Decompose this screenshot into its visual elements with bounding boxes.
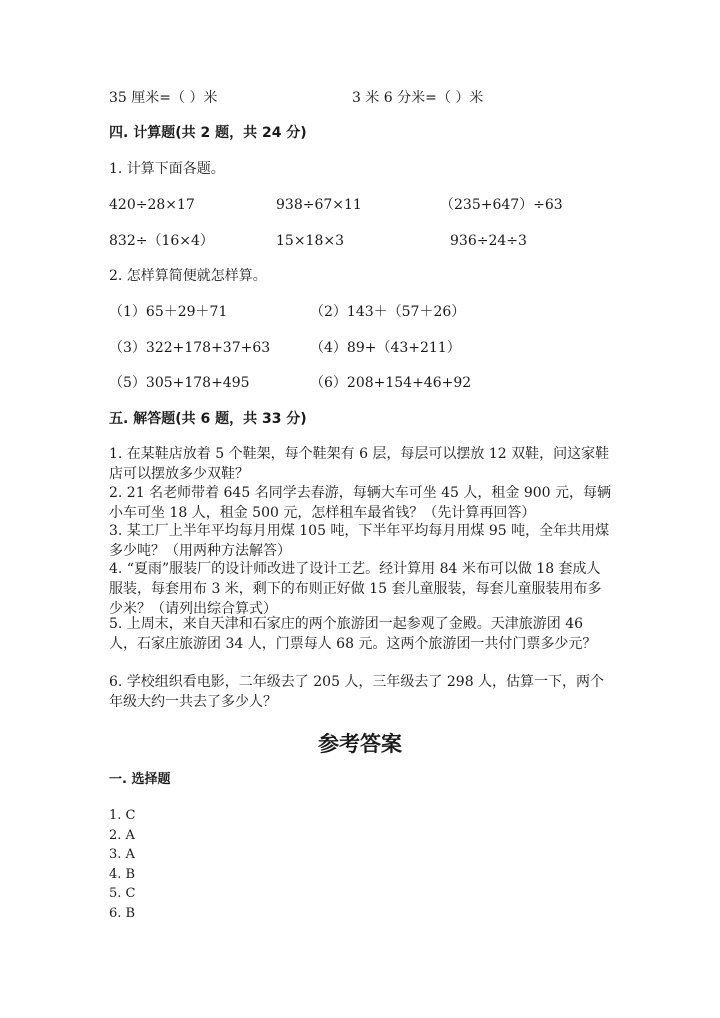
word-problem-1: 1. 在某鞋店放着 5 个鞋架，每个鞋架有 6 层，每层可以摆放 12 双鞋，问这家鞋店可以摆放多少双鞋？ xyxy=(109,446,610,482)
simplify-item: （3）322+178+37+63 xyxy=(109,340,271,356)
simplify-item: （2）143＋（57＋26） xyxy=(310,304,466,320)
word-problem-5: 5. 上周末，来自天津和石家庄的两个旅游团一起参观了金殿。天津旅游团 46 人，石家庄旅游团 34 人，门票每人 68 元。这两个旅游团一共付门票多少元？ xyxy=(109,616,597,652)
word-problem-3: 3. 某工厂上半年平均每月用煤 105 吨，下半年平均每月用煤 95 吨，全年共用煤多少吨？（用两种方法解答） xyxy=(109,523,610,559)
answer-item: 3. A xyxy=(109,847,135,862)
answer-item: 4. B xyxy=(109,866,136,882)
word-problem-6: 6. 学校组织看电影，二年级去了 205 人，三年级去了 298 人，估算一下，两个年级大约一共去了多少人？ xyxy=(109,674,605,710)
fill-item-1: 35 厘米=（ ）米 xyxy=(109,90,218,106)
fill-item-2: 3 米 6 分米=（ ）米 xyxy=(352,90,484,106)
calc-item: 938÷67×11 xyxy=(276,197,362,213)
answer-item: 5. C xyxy=(109,886,136,901)
word-problem-4: 4. “夏雨”服装厂的设计师改进了设计工艺。经计算用 84 米布可以做 18 套成人服装，每套用布 3 米，剩下的布则正好做 15 套儿童服装，每套儿童服装用布多少米？（请列出综合算式） xyxy=(109,561,602,617)
simplify-item: （1）65＋29＋71 xyxy=(109,304,228,320)
answers-title: 参考答案 xyxy=(318,732,402,756)
section4-heading: 四. 计算题(共 2 题，共 24 分) xyxy=(109,125,307,141)
q1-prompt: 1. 计算下面各题。 xyxy=(109,161,225,177)
simplify-item: （6）208+154+46+92 xyxy=(310,375,472,391)
calc-item: 936÷24÷3 xyxy=(450,233,527,249)
answers-section1-heading: 一. 选择题 xyxy=(109,772,171,787)
answer-item: 2. A xyxy=(109,827,135,843)
section5-heading: 五. 解答题(共 6 题，共 33 分) xyxy=(109,411,307,427)
word-problem-2: 2. 21 名老师带着 645 名同学去春游，每辆大车可坐 45 人，租金 900 元，每辆小车可坐 18 人，租金 500 元，怎样租车最省钱？（先计算再回答） xyxy=(109,485,612,521)
calc-item: 832÷（16×4） xyxy=(109,233,214,249)
q2-prompt: 2. 怎样算简便就怎样算。 xyxy=(109,268,267,284)
simplify-item: （5）305+178+495 xyxy=(109,375,250,391)
answer-item: 1. C xyxy=(109,808,136,823)
answer-list xyxy=(109,806,135,923)
answer-item: 6. B xyxy=(109,905,136,921)
calc-item: 420÷28×17 xyxy=(109,197,195,213)
calc-item: （235+647）÷63 xyxy=(440,197,563,213)
calc-item: 15×18×3 xyxy=(276,233,344,249)
simplify-item: （4）89+（43+211） xyxy=(310,340,461,356)
